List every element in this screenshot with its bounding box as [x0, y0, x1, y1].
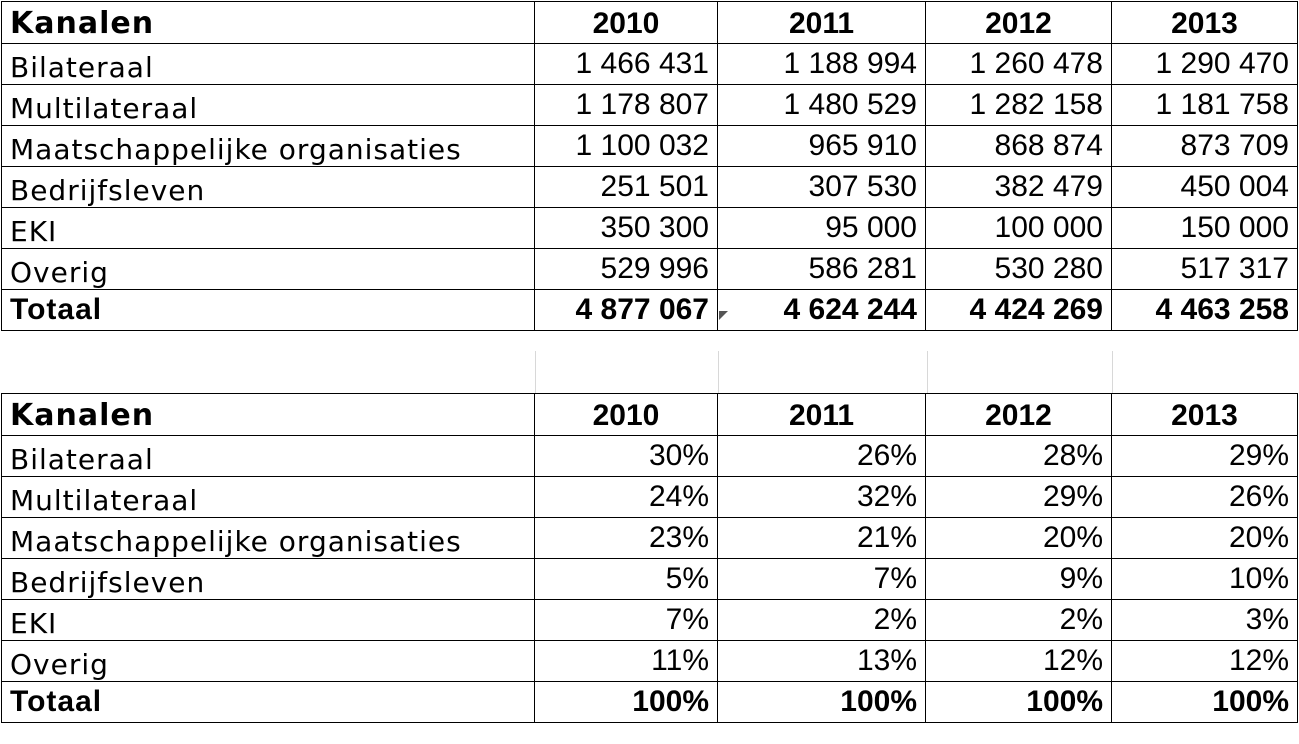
header-cell-kanalen[interactable]: Kanalen [2, 394, 535, 436]
row-label-cell[interactable]: EKI [2, 600, 535, 641]
value-cell[interactable]: 5% [535, 559, 718, 600]
value-cell[interactable]: 1 480 529 [718, 85, 926, 126]
total-row [2, 682, 1298, 723]
gridline [1112, 351, 1113, 393]
value-cell[interactable]: 868 874 [926, 126, 1112, 167]
total-value-cell[interactable]: 100% [718, 682, 926, 723]
row-label-cell[interactable]: Maatschappelijke organisaties [2, 518, 535, 559]
value-cell[interactable]: 26% [718, 436, 926, 477]
table-row [2, 436, 1298, 477]
table-row [2, 477, 1298, 518]
table-row [2, 85, 1298, 126]
value-cell[interactable]: 29% [926, 477, 1112, 518]
value-cell[interactable]: 873 709 [1112, 126, 1298, 167]
row-label-cell[interactable]: EKI [2, 208, 535, 249]
gridline [927, 351, 928, 393]
table-row [2, 126, 1298, 167]
table-row [2, 208, 1298, 249]
table-row [2, 518, 1298, 559]
gridline [718, 351, 719, 393]
value-cell[interactable]: 150 000 [1112, 208, 1298, 249]
value-cell[interactable]: 307 530 [718, 167, 926, 208]
header-cell-year[interactable]: 2013 [1112, 394, 1298, 436]
row-label-cell[interactable]: Bilateraal [2, 436, 535, 477]
comment-indicator-icon [719, 311, 728, 320]
total-value-cell[interactable]: 100% [535, 682, 718, 723]
value-cell[interactable]: 1 260 478 [926, 44, 1112, 85]
value-cell[interactable]: 10% [1112, 559, 1298, 600]
table-row [2, 641, 1298, 682]
row-label-cell[interactable]: Bedrijfsleven [2, 559, 535, 600]
header-cell-year[interactable]: 2013 [1112, 2, 1298, 44]
gridline [535, 351, 536, 393]
table-header-row [2, 394, 1298, 436]
value-cell[interactable]: 24% [535, 477, 718, 518]
value-cell[interactable]: 2% [718, 600, 926, 641]
value-cell[interactable]: 350 300 [535, 208, 718, 249]
row-label-cell[interactable]: Bedrijfsleven [2, 167, 535, 208]
table-row [2, 559, 1298, 600]
value-cell[interactable]: 32% [718, 477, 926, 518]
value-cell[interactable]: 21% [718, 518, 926, 559]
value-cell[interactable]: 29% [1112, 436, 1298, 477]
row-label-cell[interactable]: Overig [2, 249, 535, 290]
total-label-cell[interactable]: Totaal [2, 682, 535, 723]
value-cell[interactable]: 2% [926, 600, 1112, 641]
header-cell-year[interactable]: 2012 [926, 394, 1112, 436]
header-cell-year[interactable]: 2011 [718, 2, 926, 44]
value-cell[interactable]: 382 479 [926, 167, 1112, 208]
value-cell[interactable]: 30% [535, 436, 718, 477]
value-cell[interactable]: 11% [535, 641, 718, 682]
header-cell-year[interactable]: 2011 [718, 394, 926, 436]
header-cell-year[interactable]: 2010 [535, 2, 718, 44]
value-cell[interactable]: 7% [535, 600, 718, 641]
total-label-cell[interactable]: Totaal [2, 290, 535, 331]
value-cell[interactable]: 529 996 [535, 249, 718, 290]
value-cell[interactable]: 20% [926, 518, 1112, 559]
total-value-cell[interactable]: 4 463 258 [1112, 290, 1298, 331]
value-cell[interactable]: 1 100 032 [535, 126, 718, 167]
value-cell[interactable]: 26% [1112, 477, 1298, 518]
total-value-cell[interactable]: 4 877 067 [535, 290, 718, 331]
value-cell[interactable]: 7% [718, 559, 926, 600]
value-cell[interactable]: 965 910 [718, 126, 926, 167]
value-cell[interactable]: 12% [1112, 641, 1298, 682]
empty-spreadsheet-row [0, 351, 1299, 393]
row-label-cell[interactable]: Maatschappelijke organisaties [2, 126, 535, 167]
value-cell[interactable]: 450 004 [1112, 167, 1298, 208]
value-cell[interactable]: 1 466 431 [535, 44, 718, 85]
header-cell-year[interactable]: 2012 [926, 2, 1112, 44]
value-cell[interactable]: 251 501 [535, 167, 718, 208]
value-cell[interactable]: 95 000 [718, 208, 926, 249]
row-label-cell[interactable]: Multilateraal [2, 85, 535, 126]
value-cell[interactable]: 12% [926, 641, 1112, 682]
row-label-cell[interactable]: Multilateraal [2, 477, 535, 518]
percentage-table [1, 393, 1298, 723]
table-row [2, 600, 1298, 641]
row-label-cell[interactable]: Overig [2, 641, 535, 682]
value-cell[interactable]: 100 000 [926, 208, 1112, 249]
total-row [2, 290, 1298, 331]
total-value-cell[interactable]: 4 424 269 [926, 290, 1112, 331]
total-value-cell[interactable]: 100% [1112, 682, 1298, 723]
value-cell[interactable]: 1 282 158 [926, 85, 1112, 126]
amounts-table [1, 1, 1298, 331]
value-cell[interactable]: 23% [535, 518, 718, 559]
total-value-cell[interactable]: 4 624 244 [718, 290, 926, 331]
value-cell[interactable]: 3% [1112, 600, 1298, 641]
table-row [2, 167, 1298, 208]
value-cell[interactable]: 1 178 807 [535, 85, 718, 126]
value-cell[interactable]: 517 317 [1112, 249, 1298, 290]
value-cell[interactable]: 586 281 [718, 249, 926, 290]
value-cell[interactable]: 1 181 758 [1112, 85, 1298, 126]
value-cell[interactable]: 13% [718, 641, 926, 682]
header-cell-year[interactable]: 2010 [535, 394, 718, 436]
table-row [2, 249, 1298, 290]
row-label-cell[interactable]: Bilateraal [2, 44, 535, 85]
value-cell[interactable]: 1 290 470 [1112, 44, 1298, 85]
total-value-cell[interactable]: 100% [926, 682, 1112, 723]
value-cell[interactable]: 28% [926, 436, 1112, 477]
value-cell[interactable]: 9% [926, 559, 1112, 600]
header-cell-kanalen[interactable]: Kanalen [2, 2, 535, 44]
table-header-row [2, 2, 1298, 44]
value-cell[interactable]: 1 188 994 [718, 44, 926, 85]
value-cell[interactable]: 530 280 [926, 249, 1112, 290]
value-cell[interactable]: 20% [1112, 518, 1298, 559]
table-row [2, 44, 1298, 85]
